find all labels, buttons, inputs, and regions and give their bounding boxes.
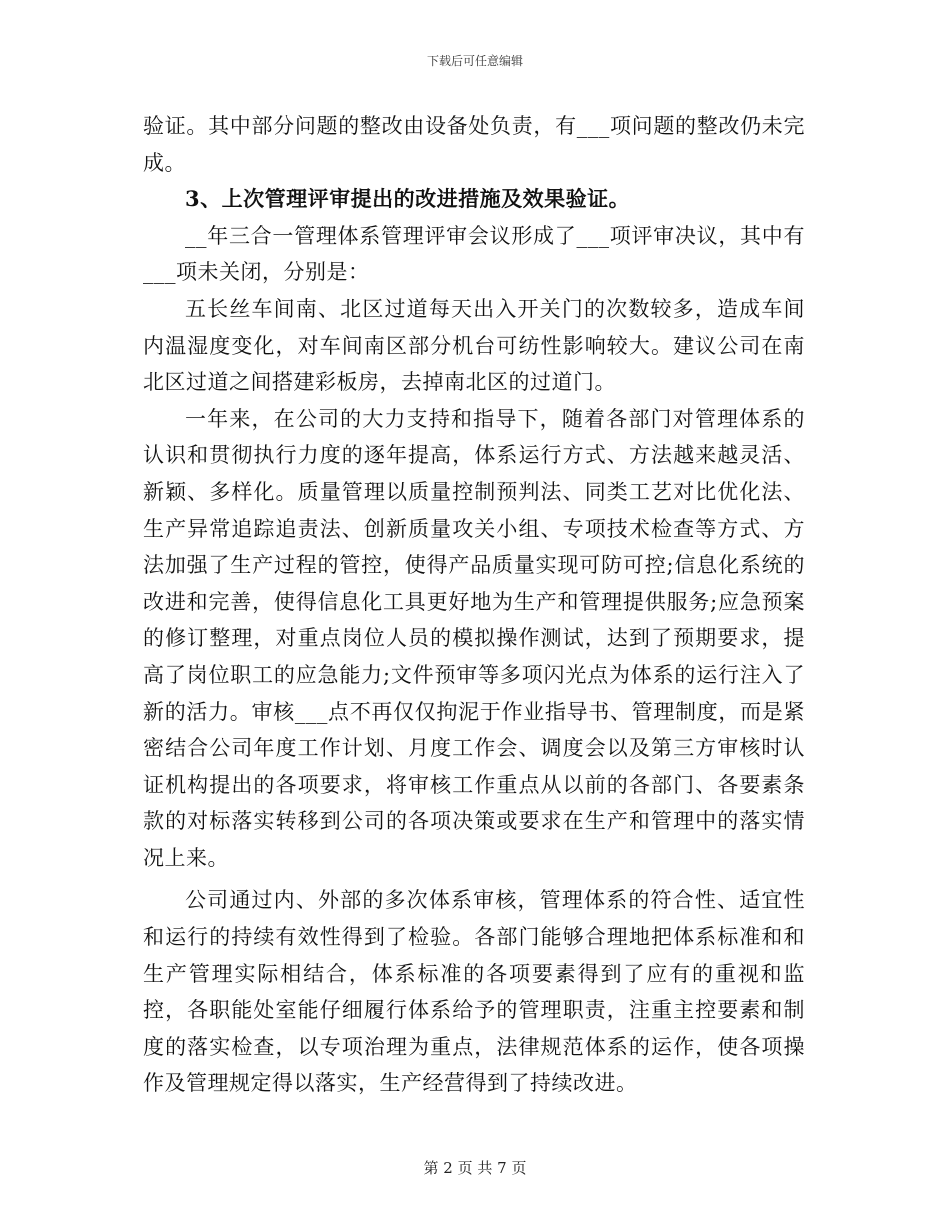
page-footer-number: 第 2 页 共 7 页 xyxy=(423,1159,527,1177)
paragraph-continuation: 验证。其中部分问题的整改由设备处负责，有___项问题的整改仍未完成。 xyxy=(143,114,805,175)
paragraph-review-resolutions: __年三合一管理体系管理评审会议形成了___项评审决议，其中有___项未关闭，分别是： xyxy=(143,223,805,285)
paragraph-workshop-issue: 五长丝车间南、北区过道每天出入开关门的次数较多，造成车间内温湿度变化，对车间南区部分机台可纺性影响较大。建议公司在南北区过道之间搭建彩板房，去掉南北区的过道门。 xyxy=(143,296,805,395)
paragraph-audit-results: 公司通过内、外部的多次体系审核，管理体系的符合性、适宜性和运行的持续有效性得到了检验。各部门能够合理地把体系标准和和生产管理实际相结合，体系标准的各项要素得到了应有的重视和监控，各职能处室能仔细履行体系给予的管理职责，注重主控要素和制度的落实检查，以专项治理为重点，法律规范体系的运作，使各项操作及管理规定得以落实，生产经营得到了持续改进。 xyxy=(143,888,805,1096)
section-heading: 3、上次管理评审提出的改进措施及效果验证。 xyxy=(185,186,631,212)
page-header-note: 下载后可任意编辑 xyxy=(426,54,523,68)
paragraph-annual-summary: 一年来，在公司的大力支持和指导下，随着各部门对管理体系的认识和贯彻执行力度的逐年提高，体系运行方式、方法越来越灵活、新颖、多样化。质量管理以质量控制预判法、同类工艺对比优化法、生产异常追踪追责法、创新质量攻关小组、专项技术检查等方式、方法加强了生产过程的管控，使得产品质量实现可防可控;信息化系统的改进和完善，使得信息化工具更好地为生产和管理提供服务;应急预案的修订整理，对重点岗位人员的模拟操作测试，达到了预期要求，提高了岗位职工的应急能力;文件预审等多项闪光点为体系的运行注入了新的活力。审核___点不再仅仅拘泥于作业指导书、管理制度，而是紧密结合公司年度工作计划、月度工作会、调度会以及第三方审核时认证机构提出的各项要求，将审核工作重点从以前的各部门、各要素条款的对标落实转移到公司的各项决策或要求在生产和管理中的落实情况上来。 xyxy=(143,406,805,870)
document-body xyxy=(143,108,805,1102)
